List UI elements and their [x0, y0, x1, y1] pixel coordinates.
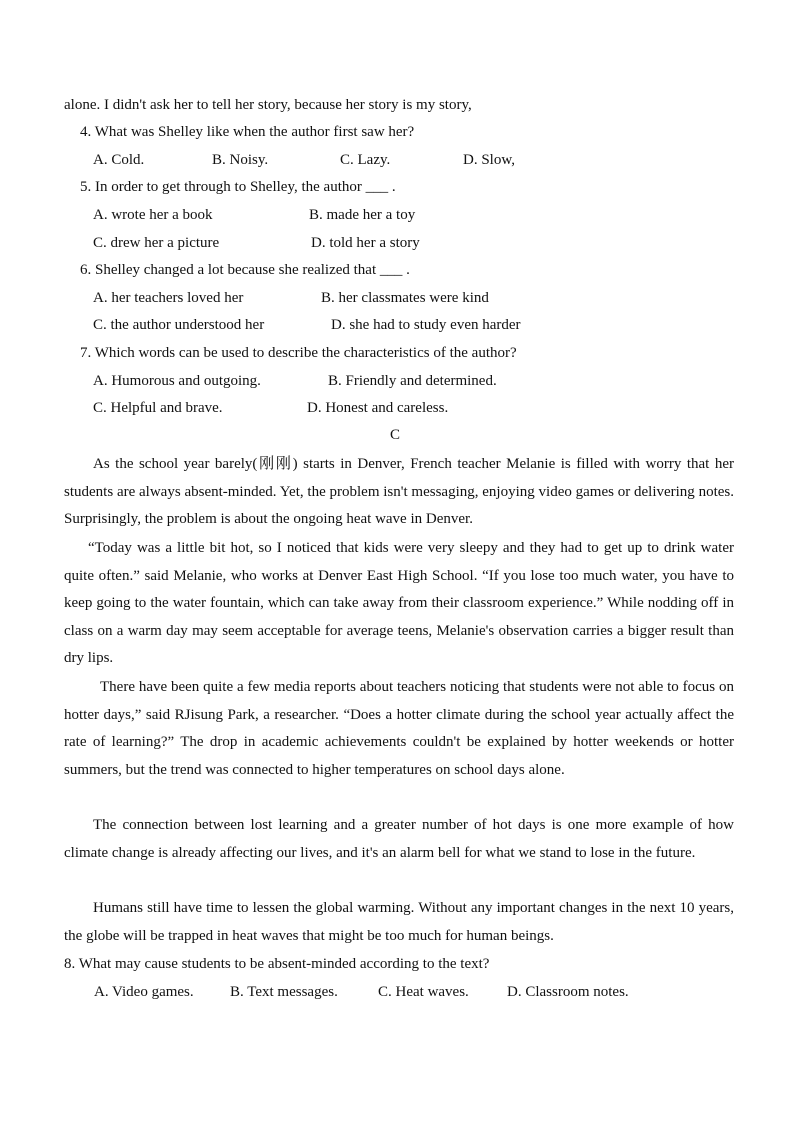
q8-option-b: B. Text messages. — [230, 984, 338, 1000]
q7-option-b: B. Friendly and determined. — [328, 373, 497, 389]
q4-option-a: A. Cold. — [93, 152, 145, 168]
q8-option-a: A. Video games. — [94, 984, 194, 1000]
question-5: 5. In order to get through to Shelley, the author ___ . — [80, 179, 396, 195]
q6-option-c: C. the author understood her — [93, 317, 265, 333]
question-8: 8. What may cause students to be absent-minded according to the text? — [64, 956, 490, 972]
q5-option-d: D. told her a story — [311, 235, 420, 251]
q6-option-a: A. her teachers loved her — [93, 290, 244, 306]
passage-paragraph-4: The connection between lost learning and a greater number of hot days is one more example of how climate change is already affecting our lives, and it's an alarm bell for what we stand to lose in the future. — [64, 817, 734, 861]
question-4: 4. What was Shelley like when the author first saw her? — [80, 124, 415, 140]
q7-option-a: A. Humorous and outgoing. — [93, 373, 261, 389]
intro-line: alone. I didn't ask her to tell her story, because her story is my story, — [64, 97, 472, 113]
section-heading-c: C — [390, 427, 401, 443]
q5-option-b: B. made her a toy — [309, 207, 416, 223]
q8-option-c: C. Heat waves. — [378, 984, 469, 1000]
question-7: 7. Which words can be used to describe the characteristics of the author? — [80, 345, 517, 361]
q7-option-d: D. Honest and careless. — [307, 400, 449, 416]
question-6: 6. Shelley changed a lot because she realized that ___ . — [80, 262, 410, 278]
q5-option-a: A. wrote her a book — [93, 207, 213, 223]
q4-option-c: C. Lazy. — [340, 152, 391, 168]
passage-paragraph-2: “Today was a little bit hot, so I noticed that kids were very sleepy and they had to get up to drink water quite often.” said Melanie, who works at Denver East High School. “If you lose too much water, you have to keep going to the water fountain, which can take away from their classroom experience.” While nodding off in class on a warm day may seem acceptable for average teens, Melanie's observation carries a bigger result than dry lips. — [64, 540, 734, 666]
q7-option-c: C. Helpful and brave. — [93, 400, 223, 416]
q4-option-b: B. Noisy. — [212, 152, 269, 168]
passage-paragraph-3: There have been quite a few media reports about teachers noticing that students were not able to focus on hotter days,” said RJisung Park, a researcher. “Does a hotter climate during the school year actually affect the rate of learning?” The drop in academic achievements couldn't be explained by hotter weekends or hotter summers, but the trend was connected to higher temperatures on school days alone. — [64, 679, 734, 778]
q5-option-c: C. drew her a picture — [93, 235, 220, 251]
q6-option-b: B. her classmates were kind — [321, 290, 489, 306]
passage-paragraph-1: As the school year barely(刚刚) starts in Denver, French teacher Melanie is filled with worry that her students are always absent-minded. Yet, the problem isn't messaging, enjoying video games or delivering notes. Surprisingly, the problem is about the ongoing heat wave in Denver. — [64, 456, 734, 527]
q4-option-d: D. Slow, — [463, 152, 515, 168]
q8-option-d: D. Classroom notes. — [507, 984, 629, 1000]
passage-paragraph-5: Humans still have time to lessen the global warming. Without any important changes in the next 10 years, the globe will be trapped in heat waves that might be too much for human beings. — [64, 900, 734, 944]
q6-option-d: D. she had to study even harder — [331, 317, 521, 333]
